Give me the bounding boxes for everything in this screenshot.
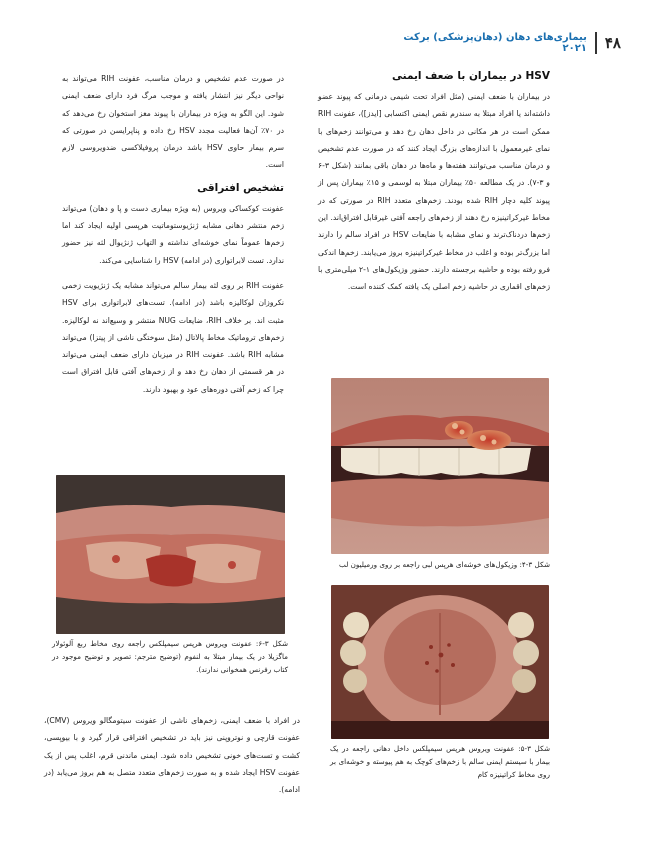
section-title: HSV در بیماران با ضعف ایمنی [392, 70, 550, 82]
left-paragraph-3: عفونت RIH بر روی لثه بیمار سالم می‌تواند مشابه یک ژنژیویت زخمی نکروزان لوکالیزه باشد (در ادامه). تست‌های لابراتواری برای HSV مثبت اند. بر خلاف RIH، ضایعات NUG منتشر و وسیع‌اند نه لوکالیزه. زخم‌های تروماتیک مخاط پالاتال (مثل سوختگی ناشی از پیتزا) می‌تواند مشابه RIH باشد. عفونت RIH در میزبان دارای ضعف ایمنی می‌تواند در هر قسمتی از دهان رخ دهد و از زخم‌های آفتی قابل افتراق است چرا که زخم آفتی دوره‌های عود و بهبود دارند. [62, 280, 284, 394]
left-paragraph-4: در افراد با ضعف ایمنی، زخم‌های ناشی از عفونت سیتومگالو ویروس (CMV)، عفونت قارچی و نوتروپنی نیز باید در تشخیص افتراقی قرار گیرد و با بیوپسی، کشت و تست‌های خونی تشخیص داده شود. ایمنی ماندنی قرم، اغلب پس از یک عفونت HSV ایجاد شده و به صورت زخم‌های متعدد متصل به هم بروز می‌یابد (در ادامه). [44, 716, 300, 795]
running-head: بیماری‌های دهان (دهان‌پزشکی) برکت ۲۰۲۱ [403, 32, 587, 54]
left-column [62, 70, 284, 406]
caption-text: شکل ۳-۵: عفونت ویروس هرپس سیمپلکس داخل دهانی راجعه در یک بیمار با سیستم ایمنی سالم با زخم‌های کوچک به هم پیوسته و خوشه‌ای بر روی مخاط کراتینیزه کام [330, 744, 550, 779]
page-header [378, 30, 621, 56]
figure-maxillary-lesion [56, 475, 285, 634]
figure-caption-3-4 [330, 558, 550, 571]
figure-caption-3-6 [52, 637, 288, 676]
left-paragraph-1: در صورت عدم تشخیص و درمان مناسب، عفونت RIH می‌تواند به نواحی دیگر نیز انتشار یافته و موجب مرگ فرد دارای ضعف ایمنی شود. این الگو به ویژه در بیماران با پیوند مغز استخوان رخ می‌دهد که در ۷۰٪ آن‌ها فعالیت مجدد HSV رخ داده و پناپرایسن در صورتی که سرم بیمار حاوی HSV باشد درمان پروفیلاکسی ضدویروسی لازم است. [62, 74, 284, 170]
figure-caption-3-5 [330, 742, 550, 781]
left-column-bottom [44, 712, 300, 806]
header-divider [595, 32, 597, 54]
subsection-title: تشخیص افتراقی [197, 181, 284, 194]
caption-text: شکل ۳-۶: عفونت ویروس هرپس سیمپلکس راجعه روی مخاط ربع آلوئولار ماگزیلا در یک بیمار مبتلا به لنفوم (توضیح مترجم: تصویر و توضیح موجود در کتاب رفرنس همخوانی ندارند). [52, 639, 288, 674]
left-paragraph-2: عفونت کوکساکی ویروس (به ویژه بیماری دست و پا و دهان) می‌تواند زخم منتشر دهانی مشابه ژنژیوستوماتیت هرپسی اولیه ایجاد کند اما زخم‌ها عموماً نمای خوشه‌ای نداشته و التهاب ژنژیوال لثه نیز حضور ندارد. تست لابراتواری (در ادامه) HSV را شناسایی می‌کند. [62, 203, 284, 265]
figure-lip-vesicles [331, 378, 549, 554]
page-number: ۴۸ [604, 34, 621, 52]
right-column [318, 70, 550, 304]
figure-palate-lesions [331, 585, 549, 739]
right-paragraph: در بیماران با ضعف ایمنی (مثل افراد تحت شیمی درمانی که پیوند عضو داشته‌اند یا افراد مبتلا به سندرم نقص ایمنی اکتسابی [ایدز])، عفونت RIH ممکن است در هر مکانی در داخل دهان رخ دهد و می‌توانند زخم‌های با نمای غیرمعمول با اندازه‌های بزرگ ایجاد کنند که در صورت عدم تشخیص و درمان مناسب می‌توانند هفته‌ها و ماه‌ها در دهان باقی بمانند (شکل ۳-۶ و ۳-۷). در یک مطالعه ۵۰٪ بیماران مبتلا به لوسمی و ۱۵٪ بیماران پس از پیوند کلیه دچار RIH شده بودند. زخم‌های متعدد RIH در صورتی که در مخاط غیرکراتینیزه رخ دهند از زخم‌های راجعه آفتی غیرقابل افتراق‌اند. این زخم‌ها دردناک‌ترند و نمای مشابه با ضایعات HSV در افراد سالم را دارند اما بزرگ‌تر بوده و اغلب در مخاط غیرکراتینیزه بروز می‌یابند. زخم‌ها اندکی فرو رفته بوده و حاشیه برجسته دارند. حضور وزیکول‌های ۱-۲ میلی‌متری با زخم‌های اقماری در حاشیه زخم اصلی یک یافته کمک کننده است. [318, 92, 550, 292]
caption-text: شکل ۳-۴: وزیکول‌های خوشه‌ای هرپس لبی راجعه بر روی ورمیلیون لب [339, 560, 550, 569]
